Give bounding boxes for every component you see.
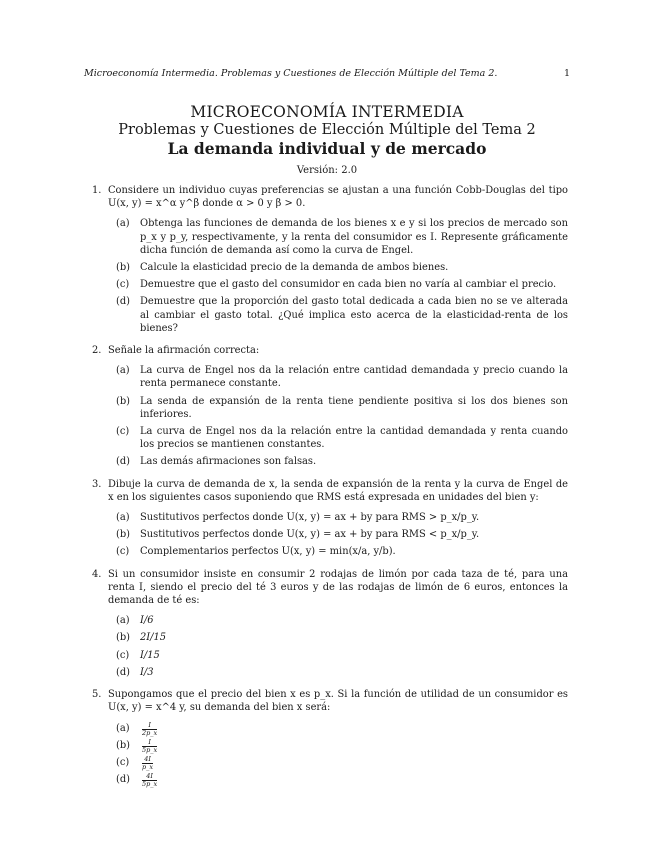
fraction-denominator: p_x [142,762,154,771]
fraction-denominator: 2p_x [142,728,158,737]
fraction [142,739,157,754]
option-d [116,773,568,788]
option-c [116,649,568,662]
option-text: I/6 [140,615,154,627]
option-label: (c) [116,279,130,291]
fraction [142,773,157,788]
option-d [116,666,568,679]
option-label: (c) [116,546,130,558]
option-text: I/15 [140,649,160,661]
option-list [108,614,568,679]
option-text: La curva de Engel nos da la relación entre cantidad demandada y precio cuando la renta permanece constante. [140,365,568,390]
title-block [84,103,570,176]
option-label: (d) [116,666,131,678]
option-label: (c) [116,649,130,661]
option-text: Demuestre que el gasto del consumidor en cada bien no varía al cambiar el precio. [140,279,557,291]
question-text: Dibuje la curva de demanda de x, la senda de expansión de la renta y la curva de Engel de x en los siguientes casos suponiendo que RMS está expresada en unidades del bien y: [108,478,568,503]
option-label: (b) [116,739,131,751]
option-text: La senda de expansión de la renta tiene pendiente positiva si los dos bienes son inferiores. [140,395,568,420]
fraction-numerator: 4I [142,773,157,781]
option-list [108,364,568,468]
option-label: (c) [116,426,130,438]
question-list [92,184,568,797]
option-label: (a) [116,615,130,627]
question-number: 4. [92,568,102,580]
option-text: Las demás afirmaciones son falsas. [140,456,317,468]
option-label: (a) [116,722,130,734]
fraction [142,756,153,771]
question-number: 5. [92,689,102,701]
question-number: 1. [92,185,102,196]
option-label: (b) [116,395,131,407]
version-label: Versión: 2.0 [296,165,358,176]
option-c [116,545,568,558]
option-text: Demuestre que la proporción del gasto total dedicada a cada bien no se ve alterada al cambiar el gasto total. ¿Qué implica esto acerca de la elasticidad-renta de los bienes? [140,296,568,334]
question-text: Señale la afirmación correcta: [108,345,260,357]
subtitle: Problemas y Cuestiones de Elección Múltiple del Tema 2 [118,122,536,138]
option-d [116,455,568,468]
option-d [116,295,568,335]
option-list [108,217,568,335]
option-text: I/3 [140,666,154,678]
option-label: (b) [116,529,131,541]
question-3 [92,478,568,559]
option-a [116,614,568,627]
fraction-numerator: 4I [142,756,153,764]
question-5 [92,688,568,787]
option-label: (d) [116,456,131,468]
option-a [116,511,568,524]
fraction-numerator: I [142,739,157,747]
option-b [116,395,568,421]
option-c [116,425,568,451]
option-text: Calcule la elasticidad precio de la demanda de ambos bienes. [140,262,449,274]
option-label: (a) [116,218,130,230]
course-title: MICROECONOMÍA INTERMEDIA [190,103,464,121]
option-b [116,528,568,541]
running-title: Microeconomía Intermedia. Problemas y Cuestiones de Elección Múltiple del Tema 2. [84,68,498,79]
option-c [116,278,568,291]
option-text: Obtenga las funciones de demanda de los bienes x e y si los precios de mercado son p_x y p_y, respectivamente, y la renta del consumidor es I. Represente gráficamente dicha función de demanda así como la curva de Engel. [140,218,568,256]
option-label: (b) [116,632,131,644]
question-text: Si un consumidor insiste en consumir 2 rodajas de limón por cada taza de té, para una renta I, siendo el precio del té 3 euros y de las rodajas de limón de 6 euros, entonces la demanda de té es: [108,568,568,607]
question-1 [92,184,568,335]
fraction-numerator: I [142,722,157,730]
option-label: (b) [116,262,131,274]
option-a [116,364,568,390]
question-text: Supongamos que el precio del bien x es p_x. Si la función de utilidad de un consumidor es U(x, y) = x^4 y, su demanda del bien x será: [108,689,568,714]
option-b [116,739,568,754]
question-number: 2. [92,345,102,357]
option-label: (d) [116,773,131,785]
option-b [116,631,568,644]
option-list [108,511,568,559]
fraction [142,722,157,737]
page-number: 1 [563,68,570,79]
option-text: 2I/15 [140,632,167,644]
option-label: (c) [116,756,130,768]
option-label: (a) [116,512,130,524]
running-header [84,68,570,79]
question-text: Considere un individuo cuyas preferencias se ajustan a una función Cobb-Douglas del tipo U(x, y) = x^α y^β donde α > 0 y β > 0. [108,185,568,210]
option-a [116,722,568,737]
question-4 [92,568,568,679]
option-text: Complementarios perfectos U(x, y) = min(x/a, y/b). [140,546,396,558]
option-c [116,756,568,771]
option-label: (d) [116,296,131,308]
option-list [108,722,568,788]
option-text: Sustitutivos perfectos donde U(x, y) = ax + by para RMS > p_x/p_y. [140,512,480,524]
option-text: Sustitutivos perfectos donde U(x, y) = ax + by para RMS < p_x/p_y. [140,529,480,541]
option-a [116,217,568,257]
option-label: (a) [116,365,130,377]
fraction-denominator: 5p_x [142,779,158,788]
fraction-denominator: 5p_x [142,745,158,754]
question-number: 3. [92,478,102,490]
option-text: La curva de Engel nos da la relación entre la cantidad demandada y renta cuando los precios se mantienen constantes. [140,426,568,451]
question-2 [92,344,568,469]
option-b [116,261,568,274]
topic-title: La demanda individual y de mercado [167,139,487,158]
